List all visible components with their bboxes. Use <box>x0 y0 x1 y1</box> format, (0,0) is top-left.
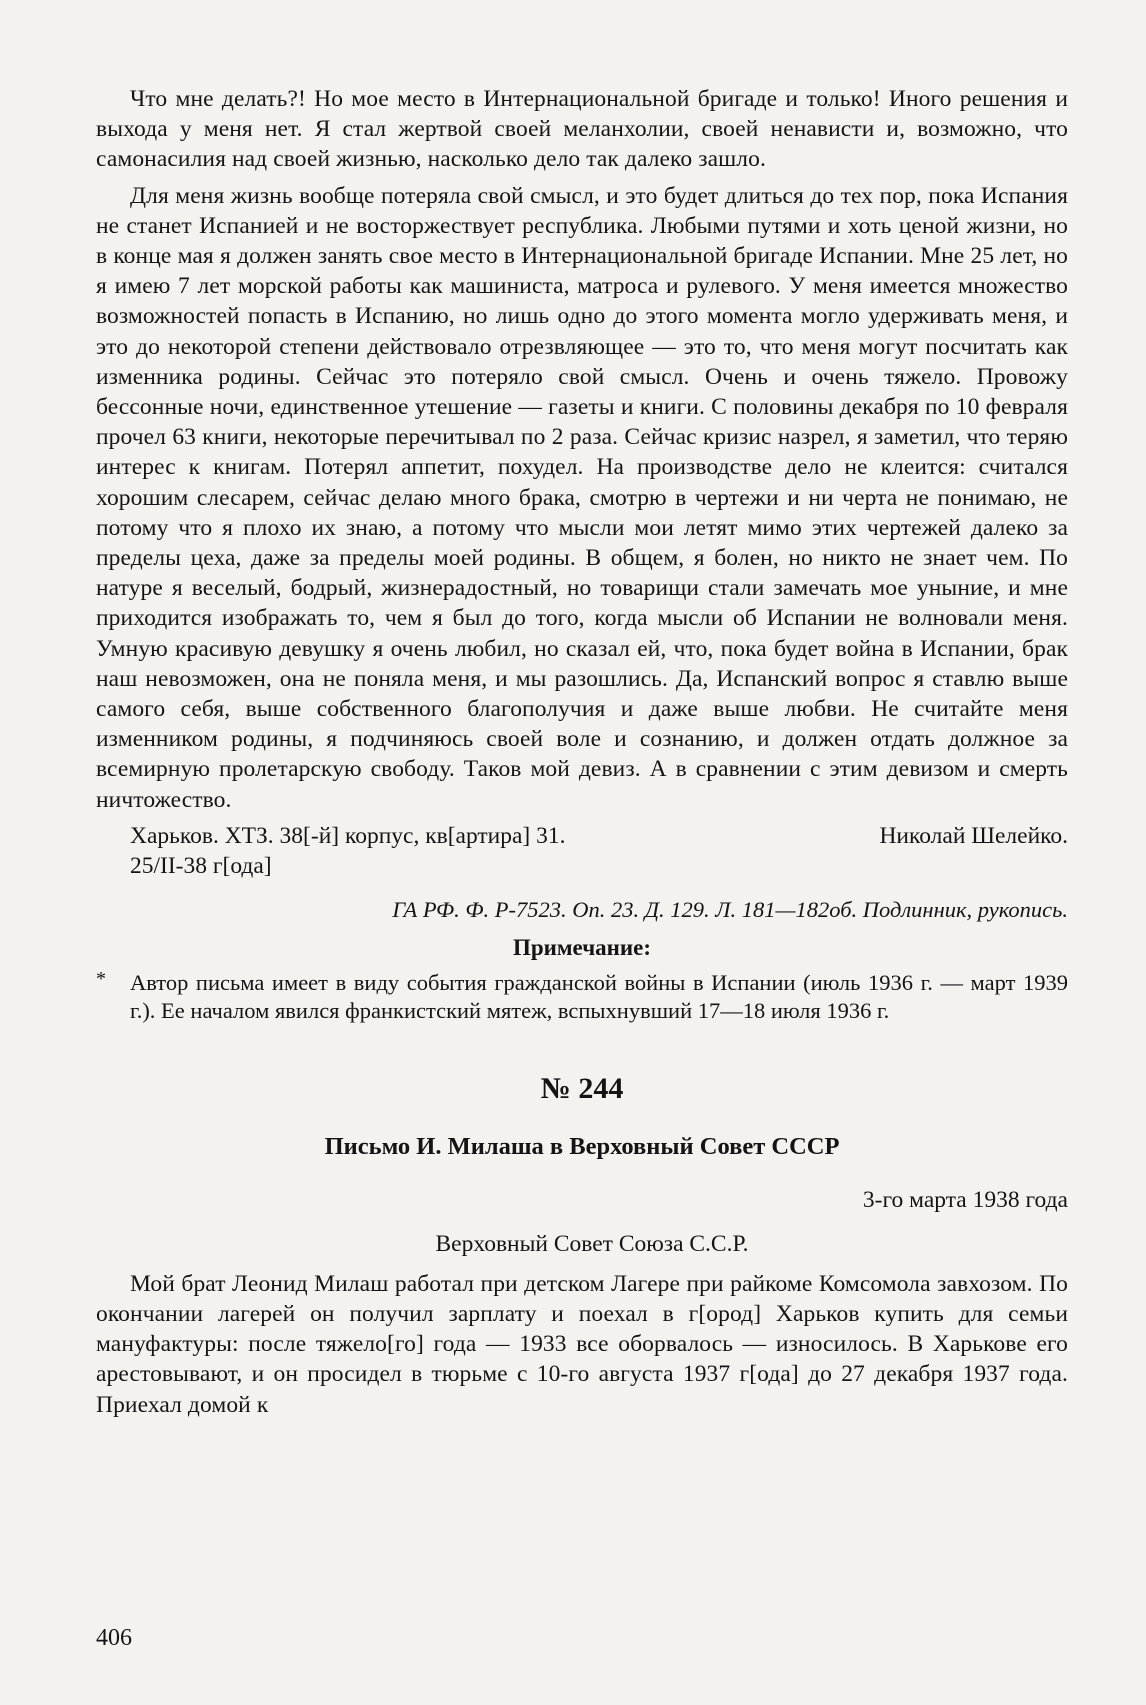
footnote <box>96 969 1068 1025</box>
page-content <box>96 84 1068 1426</box>
document-date: 3-го марта 1938 года <box>862 1186 1068 1213</box>
letter-paragraph-1: Что мне делать?! Но мое место в Интернациональной бригаде и только! Иного решения и выхода у меня нет. Я стал жертвой своей меланхолии, своей ненависти и, возможно, что самонасилия над своей жизнью, насколько дело так далеко зашло. <box>96 86 1068 173</box>
signature-name: Николай Шелейко. <box>879 822 1068 849</box>
document-paragraph: Мой брат Леонид Милаш работал при детском Лагере при райкоме Комсомола завхозом. По окончании лагерей он получил зарплату и поехал в г[ород] Харьков купить для семьи мануфактуры: после тяжело[го] года — 1933 все оборвалось — износилось. В Харькове его арестовывают, и он просидел в тюрьме с 10-го августа 1937 г[ода] до 27 декабря 1937 года. Приехал домой к <box>96 1270 1068 1418</box>
document-addressee: Верховный Совет Союза С.С.Р. <box>435 1230 749 1257</box>
signature-row <box>96 821 1068 851</box>
document-number: № 244 <box>540 1071 624 1105</box>
footnote-text: Автор письма имеет в виду события гражданской войны в Испании (июль 1936 г. — март 1939 г.). Ее началом явился франкистский мятеж, вспыхнувший 17—18 июля 1936 г. <box>130 969 1068 1023</box>
footnote-mark: * <box>96 967 106 990</box>
signature-address: Харьков. ХТЗ. 38[-й] корпус, кв[артира] 31. <box>130 822 566 849</box>
note-heading: Примечание: <box>512 934 652 960</box>
signature-date: 25/II-38 г[ода] <box>130 852 272 879</box>
letter-paragraph-2: Для меня жизнь вообще потеряла свой смысл, и это будет длиться до тех пор, пока Испания не станет Испанией и не восторжествует республика. Любыми путями и хоть ценой жизни, но в конце мая я должен занять свое место в Интернациональной бригаде Испании. Мне 25 лет, но я имею 7 лет морской работы как машиниста, матроса и рулевого. У меня имеется множество возможностей попасть в Испанию, но лишь одно до этого момента могло удерживать меня, и это до некоторой степени действовало отрезвляющее — это то, что меня могут посчитать как изменника родины. Сейчас это потеряло свой смысл. Очень и очень тяжело. Провожу бессонные ночи, единственное утешение — газеты и книги. С половины декабря по 10 февраля прочел 63 книги, некоторые перечитывал по 2 раза. Сейчас кризис назрел, я заметил, что теряю интерес к книгам. Потерял аппетит, похудел. На производстве дело не клеится: считался хорошим слесарем, сейчас делаю много брака, смотрю в чертежи и ни черта не понимаю, не потому что я плохо их знаю, а потому что мысли мои летят мимо этих чертежей далеко за пределы цеха, даже за пределы моей родины. В общем, я болен, но никто не знает чем. По натуре я веселый, бодрый, жизнерадостный, но товарищи стали замечать мое уныние, и мне приходится изображать то, чем я был до того, когда мысли об Испании не волновали меня. Умную красивую девушку я очень любил, но сказал ей, что, пока будет война в Испании, брак наш невозможен, она не поняла меня, и мы разошлись. Да, Испанский вопрос я ставлю выше самого себя, выше собственного благополучия и даже выше любви. Не считайте меня изменником родины, я подчиняюсь своей воле и сознанию, и должен отдать должное за всемирную пролетарскую свободу. Таков мой девиз. А в сравнении с этим девизом и смерть ничтожество. <box>96 182 1068 813</box>
page-number: 406 <box>96 1625 132 1651</box>
archive-source: ГА РФ. Ф. Р-7523. Оп. 23. Д. 129. Л. 181—182об. Подлинник, рукопись. <box>392 896 1068 922</box>
document-title: Письмо И. Милаша в Верховный Совет СССР <box>324 1132 840 1160</box>
